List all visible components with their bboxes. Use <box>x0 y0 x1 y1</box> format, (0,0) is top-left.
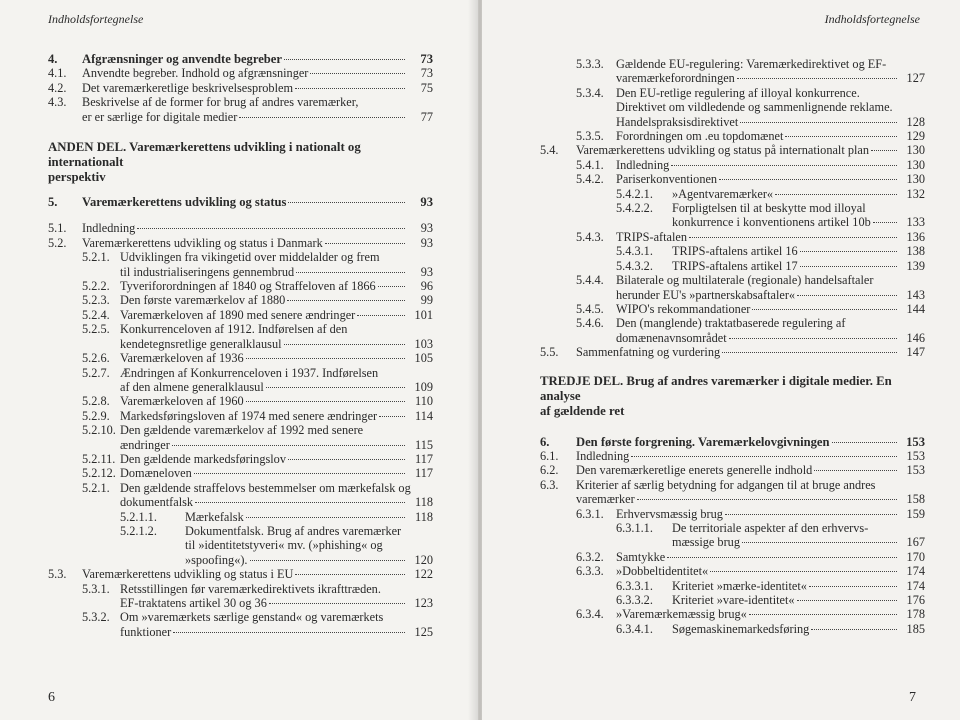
page-reference: 123 <box>414 596 433 610</box>
section-title-line: Den EU-retlige regulering af illoyal konkurrence. <box>616 85 860 100</box>
dot-leader <box>295 574 405 575</box>
toc-entry <box>540 607 925 621</box>
section-title-line: TRIPS-aftalens artikel 17 <box>672 258 798 273</box>
toc-entry <box>540 478 925 507</box>
section-number: 6.3.4. <box>576 607 604 622</box>
page-reference: 176 <box>906 593 925 607</box>
page-reference: 147 <box>906 345 925 360</box>
section-title-line: Varemærkeloven af 1936 <box>120 351 244 366</box>
page-reference: 117 <box>415 451 433 466</box>
section-title-line: mæssige brug <box>672 535 740 550</box>
dot-leader <box>325 243 405 244</box>
dot-leader <box>752 309 897 310</box>
section-title-line: Kriteriet »mærke-identitet« <box>672 578 807 593</box>
section-title-line: Erhvervsmæssig brug <box>616 506 723 521</box>
section-number: 5.4.3. <box>576 229 604 244</box>
dot-leader <box>637 499 897 500</box>
page-reference: 129 <box>906 129 925 144</box>
section-title-line: Varemærkeloven af 1960 <box>120 394 244 409</box>
section-title-line: Den (manglende) traktatbaserede regulering af <box>616 316 846 331</box>
page-reference: 120 <box>414 552 433 567</box>
page-reference: 73 <box>420 52 433 66</box>
dot-leader <box>729 338 897 339</box>
section-title-line: Den gældende straffelovs bestemmelser om mærkefalsk og <box>120 480 411 495</box>
toc-entry <box>540 158 925 172</box>
section-number: 5.4.3.2. <box>616 258 653 273</box>
section-title-line: Om »varemærkets særlige genstand« og varemærkets <box>120 610 384 625</box>
section-title-line: Forpligtelsen til at beskytte mod illoyal <box>672 201 866 216</box>
toc-entry <box>540 579 925 593</box>
dot-leader <box>873 222 897 223</box>
toc-entry <box>48 510 433 524</box>
section-title-line: Varemærkerettens udvikling og status <box>82 195 287 210</box>
section-number: 5.4.2.1. <box>616 186 653 201</box>
dot-leader <box>814 470 897 471</box>
section-title-line: Mærkefalsk <box>185 509 244 524</box>
dot-leader <box>725 514 897 515</box>
section-number: 4.3. <box>48 95 67 110</box>
section-number: 5.3.5. <box>576 129 604 144</box>
dot-leader <box>357 315 405 316</box>
page-reference: 114 <box>415 408 433 423</box>
page-reference: 185 <box>906 621 925 636</box>
section-title-line: »Agentvaremærker« <box>672 186 774 201</box>
section-title-line: Afgrænsninger og anvendte begreber <box>82 52 282 66</box>
section-number: 6.3.3.1. <box>616 578 653 593</box>
toc-entry <box>540 521 925 550</box>
dot-leader <box>288 202 405 203</box>
section-title-line: Ændringen af Konkurrenceloven i 1937. Indførelsen <box>120 365 379 380</box>
toc-entry <box>48 582 433 611</box>
page-reference: 130 <box>906 157 925 172</box>
table-of-contents <box>48 52 433 639</box>
section-title-line: Anvendte begreber. Indhold og afgrænsninger <box>82 66 309 81</box>
toc-entry <box>48 466 433 480</box>
toc-entry <box>540 449 925 463</box>
section-title-line: Indledning <box>616 157 670 172</box>
table-of-contents <box>540 57 925 636</box>
section-number: 5.2. <box>48 235 67 250</box>
page-reference: 138 <box>906 244 925 259</box>
page-reference: 93 <box>420 235 433 250</box>
section-title-line: »spoofing«). <box>185 552 248 567</box>
toc-entry <box>48 221 433 235</box>
dot-leader <box>284 59 405 60</box>
part-heading-line: perspektiv <box>48 170 106 185</box>
section-number: 5.4.4. <box>576 273 604 288</box>
toc-entry <box>48 250 433 279</box>
page-reference: 178 <box>906 607 925 622</box>
section-number: 5.4.2. <box>576 172 604 187</box>
section-title-line: »Varemærkemæssig brug« <box>616 607 747 622</box>
section-number: 4.2. <box>48 80 67 95</box>
section-title-line: Indledning <box>82 221 136 236</box>
toc-entry <box>48 95 433 124</box>
page-reference: 174 <box>906 564 925 579</box>
dot-leader <box>631 456 897 457</box>
section-number: 5.2.1.2. <box>120 523 157 538</box>
page-reference: 158 <box>906 492 925 507</box>
dot-leader <box>710 571 897 572</box>
page-reference: 159 <box>906 506 925 521</box>
section-number: 6.2. <box>540 463 559 478</box>
dot-leader <box>246 401 405 402</box>
section-number: 6.3.3. <box>576 564 604 579</box>
page-number: 6 <box>48 690 55 705</box>
toc-entry <box>540 86 925 129</box>
section-title-line: Pariserkonventionen <box>616 172 718 187</box>
section-number: 6. <box>540 434 550 449</box>
page-reference: 132 <box>906 186 925 201</box>
toc-entry <box>540 273 925 302</box>
dot-leader <box>800 266 897 267</box>
page-reference: 96 <box>420 279 433 294</box>
dot-leader <box>173 632 405 633</box>
section-number: 5.2.2. <box>82 279 110 294</box>
section-title-line: Det varemærkeretlige beskrivelsesproblem <box>82 80 294 95</box>
toc-entry <box>48 322 433 351</box>
dot-leader <box>287 300 405 301</box>
page-reference: 118 <box>415 509 433 524</box>
section-title-line: Varemærkerettens udvikling og status i EU <box>82 567 294 582</box>
section-title-line: Direktivet om vildledende og sammenlignende reklame. <box>616 100 893 115</box>
dot-leader <box>246 358 405 359</box>
section-number: 5.2.8. <box>82 394 110 409</box>
toc-entry <box>540 564 925 578</box>
section-number: 5.2.9. <box>82 408 110 423</box>
dot-leader <box>722 352 897 353</box>
toc-entry <box>540 187 925 201</box>
section-title-line: herunder EU's »partnerskabsaftaler« <box>616 287 796 302</box>
toc-entry <box>540 230 925 244</box>
section-number: 5.2.1. <box>82 250 110 265</box>
part-heading-line: af gældende ret <box>540 403 625 418</box>
dot-leader <box>310 73 405 74</box>
section-title-line: Dokumentfalsk. Brug af andres varemærker <box>185 523 402 538</box>
page-reference: 143 <box>906 287 925 302</box>
toc-entry <box>540 550 925 564</box>
dot-leader <box>379 416 405 417</box>
page-reference: 101 <box>414 307 433 322</box>
section-number: 6.3. <box>540 477 559 492</box>
toc-entry <box>540 302 925 316</box>
section-number: 5.2.10. <box>82 423 116 438</box>
page-reference: 144 <box>906 301 925 316</box>
section-number: 5.3.4. <box>576 85 604 100</box>
dot-leader <box>266 387 405 388</box>
section-number: 6.1. <box>540 448 559 463</box>
page-reference: 115 <box>415 437 433 452</box>
dot-leader <box>809 586 897 587</box>
page-reference: 170 <box>906 549 925 564</box>
section-title-line: Tyveriforordningen af 1840 og Straffeloven af 1866 <box>120 279 376 294</box>
toc-entry <box>540 463 925 477</box>
dot-leader <box>239 117 405 118</box>
dot-leader <box>667 557 897 558</box>
section-title-line: Forordningen om .eu topdomænet <box>616 129 784 144</box>
toc-entry <box>48 279 433 293</box>
section-title-line: til industrialiseringens gennembrud <box>120 264 295 279</box>
page-reference: 75 <box>420 80 433 95</box>
section-title-line: Den første varemærkelov af 1880 <box>120 293 286 308</box>
toc-entry <box>540 172 925 186</box>
dot-leader <box>284 344 405 345</box>
toc-entry <box>48 293 433 307</box>
section-title-line: Den gældende varemærkelov af 1992 med senere <box>120 423 364 438</box>
section-title-line: TRIPS-aftalen <box>616 229 688 244</box>
page-reference: 146 <box>906 330 925 345</box>
page-reference: 153 <box>906 434 925 449</box>
section-title-line: af den almene generalklausul <box>120 379 264 394</box>
dot-leader <box>797 295 897 296</box>
section-title-line: Udviklingen fra vikingetid over middelalder og frem <box>120 250 380 265</box>
section-title-line: Varemærkeloven af 1890 med senere ændringer <box>120 307 356 322</box>
section-number: 5.2.3. <box>82 293 110 308</box>
section-number: 5.4.5. <box>576 301 604 316</box>
page-reference: 130 <box>906 172 925 187</box>
section-title-line: konkurrence i konventionens artikel 10b <box>672 215 871 230</box>
right-page <box>482 0 960 720</box>
running-head: Indholdsfortegnelse <box>48 12 144 26</box>
toc-entry <box>48 66 433 80</box>
page-reference: 130 <box>906 143 925 158</box>
page-reference: 103 <box>414 336 433 351</box>
section-number: 5.3.2. <box>82 610 110 625</box>
page-reference: 127 <box>906 71 925 86</box>
page-reference: 139 <box>906 258 925 273</box>
toc-entry <box>540 345 925 359</box>
toc-entry <box>48 481 433 510</box>
toc-entry <box>540 57 925 86</box>
section-title-line: TRIPS-aftalens artikel 16 <box>672 244 798 259</box>
toc-entry <box>48 452 433 466</box>
toc-entry <box>540 244 925 258</box>
toc-entry <box>48 236 433 250</box>
page-reference: 136 <box>906 229 925 244</box>
section-number: 6.3.4.1. <box>616 621 653 636</box>
section-number: 4. <box>48 52 58 66</box>
section-title-line: kendetegnsretlige generalklausul <box>120 336 282 351</box>
dot-leader <box>269 603 405 604</box>
section-title-line: Kriterier af særlig betydning for adgangen til at bruge andres <box>576 477 876 492</box>
page-reference: 125 <box>414 624 433 639</box>
section-number: 5.4. <box>540 143 559 158</box>
section-title-line: Den gældende markedsføringslov <box>120 451 286 466</box>
toc-entry <box>48 567 433 581</box>
page-reference: 174 <box>906 578 925 593</box>
section-number: 5.5. <box>540 345 559 360</box>
section-title-line: Retsstillingen før varemærkedirektivets ikrafttræden. <box>120 581 381 596</box>
section-number: 4.1. <box>48 66 67 81</box>
part-heading-line: TREDJE DEL. Brug af andres varemærker i digitale medier. En analyse <box>540 373 892 403</box>
dot-leader <box>172 445 405 446</box>
section-title-line: varemærker <box>576 492 635 507</box>
section-number: 5.2.11. <box>82 451 116 466</box>
dot-leader <box>832 442 898 443</box>
dot-leader <box>775 194 897 195</box>
page-reference: 73 <box>420 66 433 81</box>
toc-entry <box>48 52 433 66</box>
dot-leader <box>740 122 897 123</box>
toc-entry <box>540 593 925 607</box>
toc-entry <box>48 394 433 408</box>
page-reference: 118 <box>415 495 433 510</box>
dot-leader <box>137 228 405 229</box>
toc-entry <box>48 423 433 452</box>
section-number: 5.4.3.1. <box>616 244 653 259</box>
page-reference: 167 <box>906 535 925 550</box>
page-reference: 153 <box>906 448 925 463</box>
toc-entry <box>540 143 925 157</box>
dot-leader <box>194 473 405 474</box>
dot-leader <box>295 88 405 89</box>
section-title-line: EF-traktatens artikel 30 og 36 <box>120 596 267 610</box>
toc-entry <box>540 622 925 636</box>
section-title-line: Varemærkerettens udvikling og status på internationalt plan <box>576 143 870 158</box>
page-reference: 153 <box>906 463 925 478</box>
page-reference: 122 <box>414 567 433 582</box>
section-number: 5.2.1.1. <box>120 509 157 524</box>
section-number: 5.3.1. <box>82 581 110 596</box>
section-title-line: Indledning <box>576 448 630 463</box>
section-number: 6.3.3.2. <box>616 593 653 607</box>
toc-entry <box>540 129 925 143</box>
toc-entry <box>48 81 433 95</box>
page-reference: 77 <box>420 109 433 124</box>
page-reference: 128 <box>906 114 925 129</box>
section-title-line: er er særlige for digitale medier <box>82 109 238 124</box>
page-reference: 133 <box>906 215 925 230</box>
dot-leader <box>288 459 405 460</box>
section-number: 5. <box>48 195 58 210</box>
part-heading <box>540 374 925 419</box>
section-number: 5.2.5. <box>82 322 110 337</box>
section-number: 6.3.1. <box>576 506 604 521</box>
dot-leader <box>785 136 897 137</box>
dot-leader <box>800 251 897 252</box>
section-title-line: Den første forgrening. Varemærkelovgivningen <box>576 434 830 449</box>
page-reference: 105 <box>414 351 433 366</box>
section-number: 5.4.2.2. <box>616 201 653 216</box>
dot-leader <box>737 78 897 79</box>
dot-leader <box>871 150 897 151</box>
toc-entry <box>540 316 925 345</box>
section-title-line: varemærkeforordningen <box>616 71 735 86</box>
dot-leader <box>246 517 405 518</box>
section-number: 5.1. <box>48 221 67 236</box>
section-title-line: til »identitetstyveri« mv. (»phishing« og <box>185 538 383 553</box>
toc-entry <box>540 507 925 521</box>
section-number: 6.3.1.1. <box>616 520 653 535</box>
section-number: 5.4.1. <box>576 157 604 172</box>
dot-leader <box>671 165 897 166</box>
section-title-line: Konkurrenceloven af 1912. Indførelsen af den <box>120 322 348 337</box>
section-title-line: Kriteriet »vare-identitet« <box>672 593 795 607</box>
part-heading <box>48 140 433 185</box>
page-reference: 110 <box>415 394 433 409</box>
section-title-line: Beskrivelse af de former for brug af andres varemærker, <box>82 95 359 110</box>
section-title-line: Varemærkerettens udvikling og status i Danmark <box>82 235 323 250</box>
section-title-line: Gældende EU-regulering: Varemærkedirektivet og EF- <box>616 57 887 71</box>
section-number: 5.2.12. <box>82 466 116 481</box>
part-heading-line: ANDEN DEL. Varemærkerettens udvikling i nationalt og internationalt <box>48 140 361 170</box>
section-number: 5.3. <box>48 567 67 582</box>
section-number: 5.2.4. <box>82 307 110 322</box>
section-title-line: Handelspraksisdirektivet <box>616 114 739 129</box>
section-number: 5.2.7. <box>82 365 110 380</box>
dot-leader <box>797 600 897 601</box>
left-page <box>0 0 478 720</box>
dot-leader <box>195 502 405 503</box>
section-title-line: Samtykke <box>616 549 666 564</box>
toc-entry <box>48 195 433 209</box>
page-reference: 93 <box>420 264 433 279</box>
section-number: 5.3.3. <box>576 57 604 71</box>
dot-leader <box>742 542 897 543</box>
section-title-line: Søgemaskinemarkedsføring <box>672 621 810 636</box>
section-number: 6.3.2. <box>576 549 604 564</box>
dot-leader <box>811 629 897 630</box>
toc-entry <box>540 259 925 273</box>
section-number: 5.2.6. <box>82 351 110 366</box>
section-title-line: ændringer <box>120 437 170 452</box>
toc-entry <box>540 201 925 230</box>
page-reference: 93 <box>420 195 433 210</box>
section-title-line: Markedsføringsloven af 1974 med senere ændringer <box>120 408 378 423</box>
toc-entry <box>48 610 433 639</box>
running-head: Indholdsfortegnelse <box>824 12 920 26</box>
toc-entry <box>48 366 433 395</box>
dot-leader <box>250 560 405 561</box>
section-title-line: WIPO's rekommandationer <box>616 301 751 316</box>
page-reference: 93 <box>420 221 433 236</box>
section-title-line: dokumentfalsk <box>120 495 194 510</box>
page-number: 7 <box>909 690 916 705</box>
section-title-line: Den varemærkeretlige enerets generelle indhold <box>576 463 813 478</box>
dot-leader <box>719 179 897 180</box>
section-title-line: funktioner <box>120 624 172 639</box>
section-title-line: domænenavnsområdet <box>616 330 727 345</box>
section-title-line: De territoriale aspekter af den erhvervs- <box>672 520 869 535</box>
toc-entry <box>48 351 433 365</box>
section-title-line: »Dobbeltidentitet« <box>616 564 709 579</box>
page-reference: 117 <box>415 466 433 481</box>
section-number: 5.4.6. <box>576 316 604 331</box>
section-title-line: Bilaterale og multilaterale (regionale) handelsaftaler <box>616 273 874 288</box>
toc-entry <box>48 308 433 322</box>
toc-entry <box>540 435 925 449</box>
toc-entry <box>48 524 433 567</box>
dot-leader <box>296 272 405 273</box>
section-number: 5.2.1. <box>82 480 110 495</box>
toc-entry <box>48 409 433 423</box>
dot-leader <box>378 286 405 287</box>
section-title-line: Domæneloven <box>120 466 192 481</box>
dot-leader <box>749 614 897 615</box>
dot-leader <box>689 237 897 238</box>
section-title-line: Sammenfatning og vurdering <box>576 345 721 360</box>
page-reference: 99 <box>420 293 433 308</box>
page-reference: 109 <box>414 379 433 394</box>
